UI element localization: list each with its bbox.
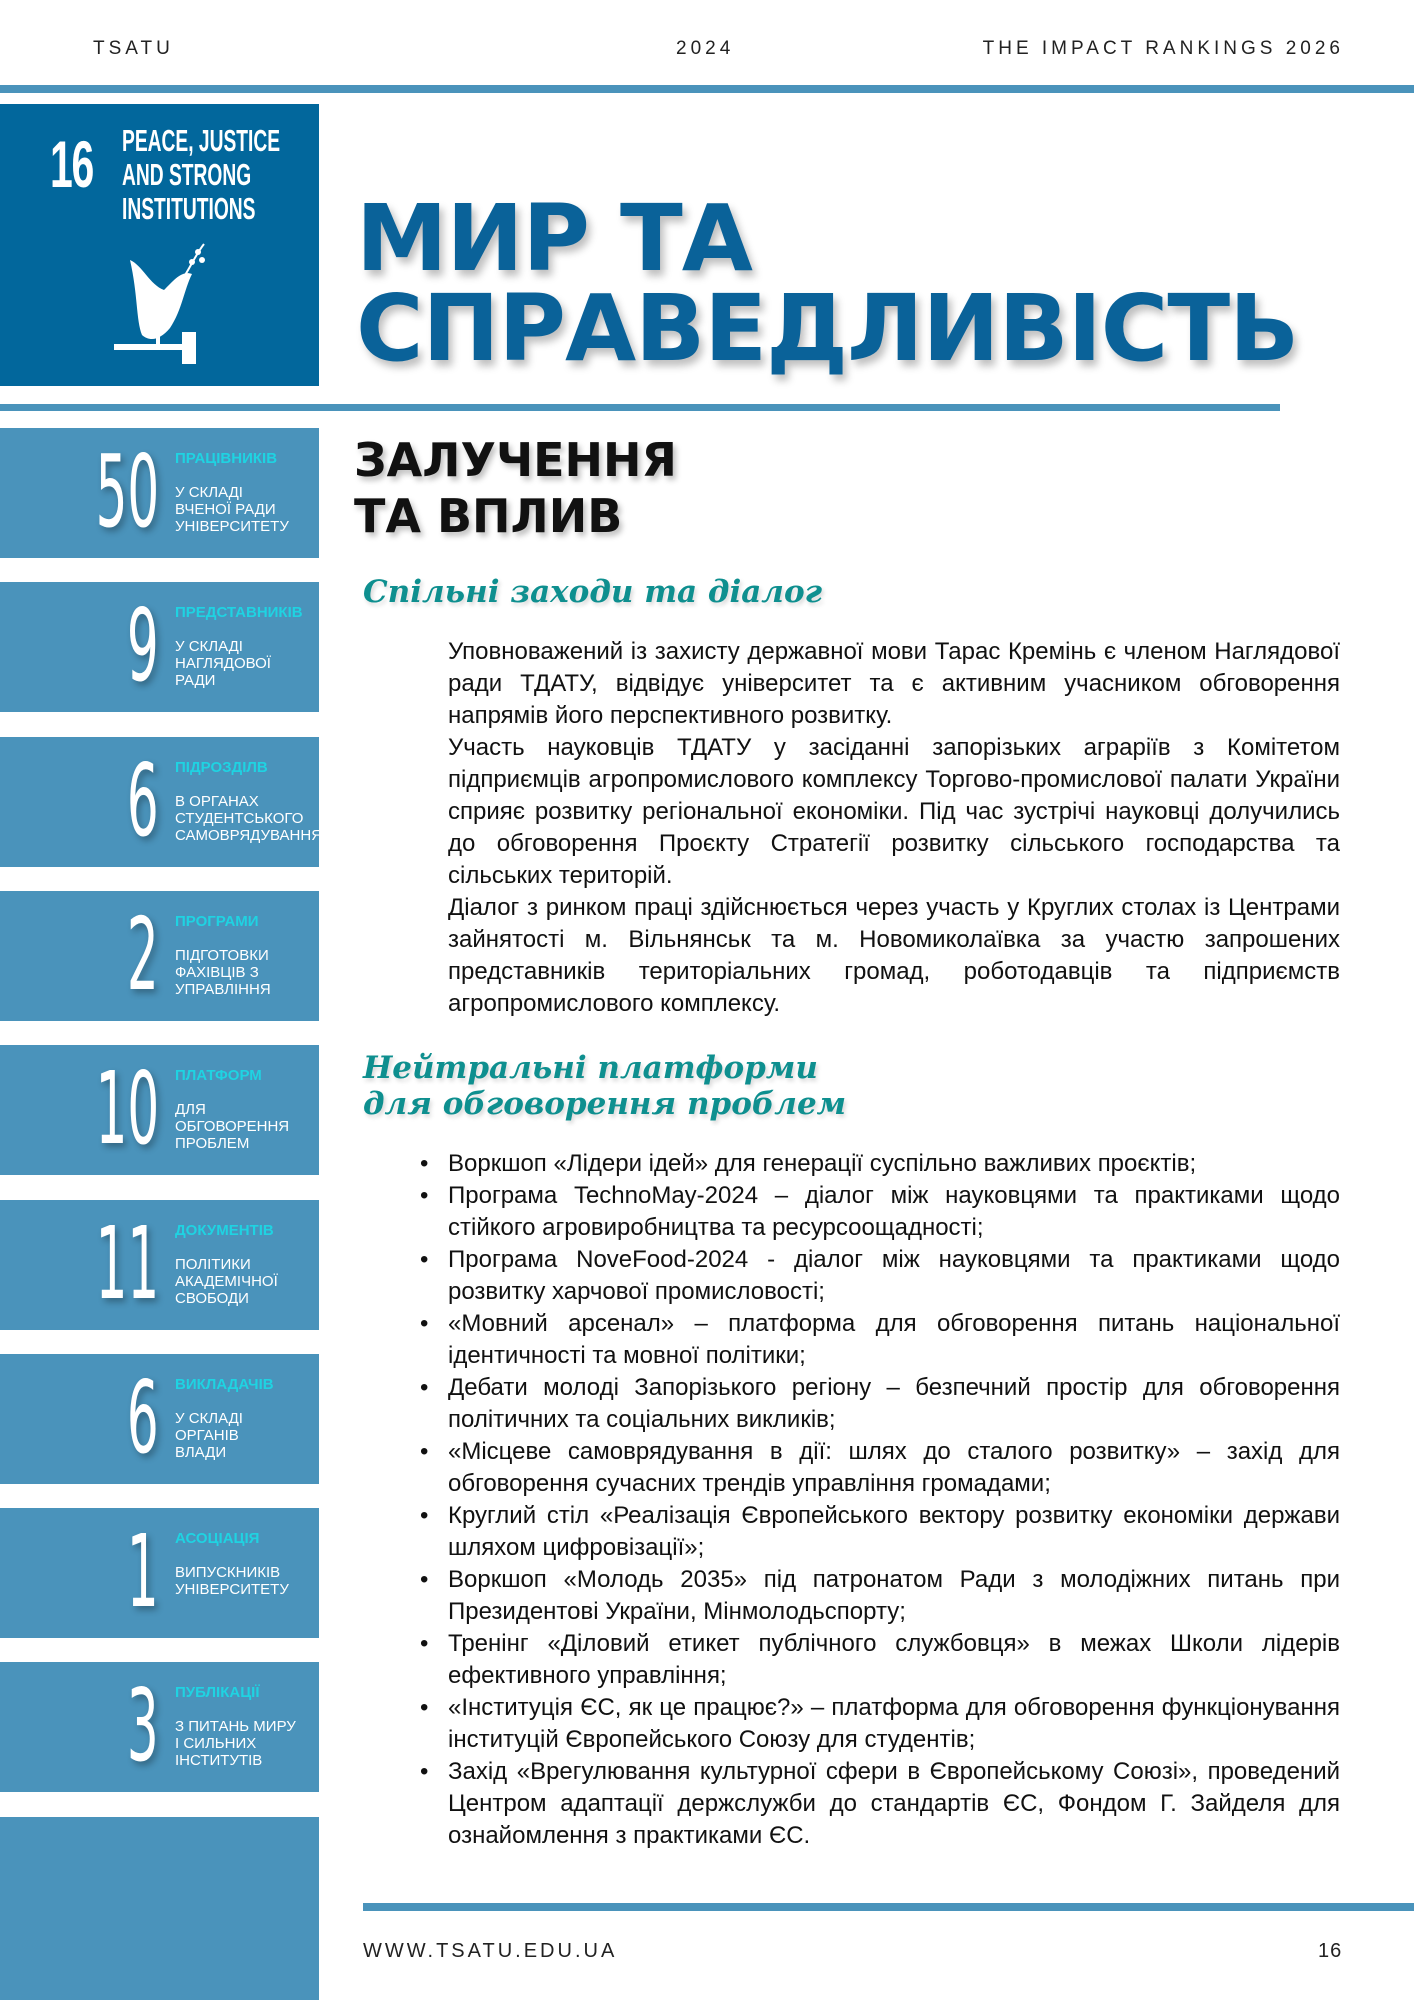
dove-gavel-icon [112,240,232,370]
stat-value: 2 [127,895,159,1013]
stat-value: 6 [127,1358,159,1476]
list-item: • «Інституція ЄС, як це працює?» – платформа для обговорення функціонування інституцій Європейського Союзу для студентів; [448,1692,1340,1756]
stat-value: 10 [95,1050,159,1168]
sdg-line: INSTITUTIONS [122,191,256,226]
section-title-line: ЗАЛУЧЕННЯ [354,433,677,487]
stat-label: ПРОГРАМИ [175,912,259,930]
stat-card [0,1354,319,1484]
bottom-divider [363,1903,1414,1911]
title-divider [0,404,1280,411]
stat-card [0,1045,319,1175]
heading-line: Нейтральні платформи [363,1050,818,1086]
stat-label: ПУБЛІКАЦІЇ [175,1684,260,1702]
list-item: • Програма NoveFood-2024 - діалог між науковцями та практиками щодо розвитку харчової промисловості; [448,1244,1340,1308]
list-item: • «Місцеве самоврядування в дії: шлях до сталого розвитку» – захід для обговорення сучасних трендів управління громадами; [448,1436,1340,1500]
stat-label: ДОКУМЕНТІВ [175,1221,274,1239]
list-item: • Воркшоп «Лідери ідей» для генерації суспільно важливих проєктів; [448,1148,1340,1180]
stat-description: У СКЛАДІ ВЧЕНОЇ РАДИ УНІВЕРСИТЕТУ [175,484,289,535]
stat-description: У СКЛАДІ НАГЛЯДОВОЇ РАДИ [175,638,271,690]
stat-label: ПРАЦІВНИКІВ [175,450,278,467]
stat-card [0,891,319,1021]
stat-label: ПІДРОЗДІЛВ [175,758,268,776]
paragraph: Уповноважений із захисту державної мови Тарас Кремінь є членом Наглядової ради ТДАТУ, відвідує університет та є активним учасником обговорення напрямів його перспективного розвитку. [448,638,1340,729]
paragraph: Діалог з ринком праці здійснюється через участь у Круглих столах із Центрами зайнятості м. Вільнянськ та м. Новомиколаївка за участю запрошених представників територіальних громад, роботодавців та підприємств агропромислового комплексу. [448,894,1340,1017]
top-divider [0,85,1414,93]
stat-card [0,1662,319,1792]
stat-label: ПРЕДСТАВНИКІВ [175,604,303,622]
section-title-line: ТА ВПЛИВ [354,489,623,543]
footer-url[interactable]: WWW.TSATU.EDU.UA [363,1940,618,1962]
stat-description: ДЛЯ ОБГОВОРЕННЯ ПРОБЛЕМ [175,1101,290,1153]
heading-joint-events: Спільні заходи та діалог [363,574,823,610]
stat-description: ВИПУСКНИКІВ УНІВЕРСИТЕТУ [175,1564,289,1599]
body-paragraphs [448,636,1340,1020]
platforms-list [448,1148,1340,1852]
paragraph: Участь науковців ТДАТУ у засіданні запорізьких аграріїв з Комітетом підприємців агропромислового комплексу Торгово-промислової палати України сприяє розвитку регіональної економіки. Під час зустрічі науковці долучились до обговорення Проєкту Стратегії розвитку сільського господарства та сільських територій. [448,734,1340,889]
stat-description: ПОЛІТИКИ АКАДЕМІЧНОЇ СВОБОДИ [175,1255,278,1307]
list-item: • Програма TechnoMay-2024 – діалог між науковцями та практиками щодо стійкого агровиробництва та ресурсоощадності; [448,1180,1340,1244]
sdg-16-badge [0,104,319,386]
stat-card [0,737,323,867]
section-title [354,432,677,544]
stat-card [0,1200,319,1330]
stat-value: 9 [127,587,159,705]
list-item: • Воркшоп «Молодь 2035» під патронатом Ради з молодіжних питань при Президентові України, Мінмолодьспорту; [448,1564,1340,1628]
page-number: 16 [1318,1940,1343,1962]
stat-description: У СКЛАДІ ОРГАНІВ ВЛАДИ [175,1409,243,1461]
header-left: TSATU [93,38,174,59]
stat-value: 1 [127,1513,159,1631]
page-title-line-1: МИР ТА [356,185,752,292]
list-item: • Круглий стіл «Реалізація Європейського вектору розвитку економіки держави шляхом цифровізації»; [448,1500,1340,1564]
stat-value: 6 [127,741,159,859]
stat-label: ПЛАТФОРМ [175,1067,262,1085]
header-right: THE IMPACT RANKINGS 2026 [982,38,1344,59]
stat-label: АСОЦІАЦІЯ [175,1530,260,1548]
sdg-line: PEACE, JUSTICE [122,123,281,158]
stat-description: ПІДГОТОВКИ ФАХІВЦІВ З УПРАВЛІННЯ [175,946,271,998]
list-item: • Тренінг «Діловий етикет публічного службовця» в межах Школи лідерів ефективного управління; [448,1628,1340,1692]
stat-label: ВИКЛАДАЧІВ [175,1375,274,1393]
page-title-line-2: СПРАВЕДЛИВІСТЬ [356,275,1299,382]
sdg-line: AND STRONG [122,157,252,192]
heading-neutral-platforms [363,1050,846,1122]
stat-description: В ОРГАНАХ СТУДЕНТСЬКОГО САМОВРЯДУВАННЯ [175,792,323,844]
stat-card [0,1508,319,1638]
header-center: 2024 [676,38,735,59]
sidebar-filler [0,1817,319,2000]
stat-description: З ПИТАНЬ МИРУ І СИЛЬНИХ ІНСТИТУТІВ [175,1718,296,1770]
stat-value: 11 [95,1204,159,1322]
sdg-label [122,124,280,226]
stat-value: 50 [95,433,159,550]
list-item: • Дебати молоді Запорізького регіону – безпечний простір для обговорення політичних та соціальних викликів; [448,1372,1340,1436]
stat-value: 3 [127,1667,159,1785]
heading-line: для обговорення проблем [363,1086,847,1122]
stat-card [0,582,319,712]
sdg-number: 16 [50,127,94,201]
list-item: • Захід «Врегулювання культурної сфери в Європейському Союзі», проведений Центром адаптації держслужби до стандартів ЄС, Фондом Г. Зайделя для ознайомлення з практиками ЄС. [448,1756,1340,1852]
list-item: • «Мовний арсенал» – платформа для обговорення питань національної ідентичності та мовної політики; [448,1308,1340,1372]
stat-card [0,428,319,558]
